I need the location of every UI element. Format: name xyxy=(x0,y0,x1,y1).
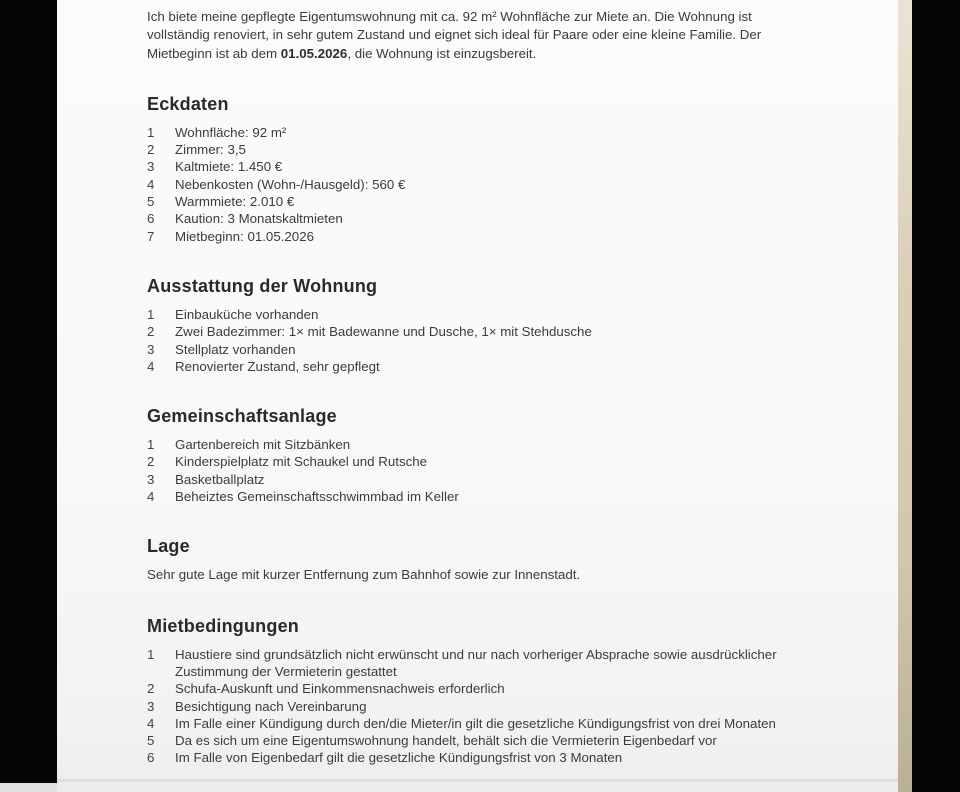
item-text: Beheiztes Gemeinschaftsschwimmbad im Keller xyxy=(175,489,459,505)
list-item xyxy=(147,471,837,488)
section-mietbedingungen xyxy=(147,616,837,767)
section-gemeinschaftsanlage xyxy=(147,406,837,505)
item-number: 7 xyxy=(147,228,155,244)
list-item xyxy=(147,228,837,245)
item-text: Renovierter Zustand, sehr gepflegt xyxy=(175,358,380,374)
section-heading: Lage xyxy=(147,536,190,557)
item-text: Zwei Badezimmer: 1× mit Badewanne und Dusche, 1× mit Stehdusche xyxy=(175,324,592,340)
item-number: 4 xyxy=(147,489,155,505)
item-number: 3 xyxy=(147,698,155,714)
list-item xyxy=(147,436,837,453)
item-text: Gartenbereich mit Sitzbänken xyxy=(175,437,351,453)
item-text: Zimmer: 3,5 xyxy=(175,142,246,158)
item-text: Wohnfläche: 92 m² xyxy=(175,124,287,140)
list-item xyxy=(147,732,837,749)
item-number: 6 xyxy=(147,211,155,227)
list-item xyxy=(147,453,837,470)
section-heading: Mietbedingungen xyxy=(147,615,299,636)
item-number: 2 xyxy=(147,324,155,340)
item-text: Im Falle von Eigenbedarf gilt die gesetzliche Kündigungsfrist von 3 Monaten xyxy=(175,750,623,766)
item-number: 2 xyxy=(147,454,155,470)
list-item xyxy=(147,646,837,681)
item-number: 1 xyxy=(147,437,155,453)
item-text: Warmmiete: 2.010 € xyxy=(175,194,295,210)
list-item xyxy=(147,749,837,766)
mietbedingungen-list xyxy=(147,646,837,767)
item-number: 1 xyxy=(147,306,155,322)
item-text: Besichtigung nach Vereinbarung xyxy=(175,698,367,714)
list-item xyxy=(147,358,837,375)
item-number: 5 xyxy=(147,733,155,749)
item-text: Kaltmiete: 1.450 € xyxy=(175,159,283,175)
item-number: 1 xyxy=(147,124,155,140)
item-text: Mietbeginn: 01.05.2026 xyxy=(175,228,314,244)
list-item xyxy=(147,141,837,158)
section-eckdaten xyxy=(147,94,837,245)
item-number: 3 xyxy=(147,471,155,487)
paper-edge xyxy=(898,0,912,792)
paper-bottom-shadow xyxy=(57,779,898,782)
section-lage xyxy=(147,536,837,584)
item-number: 6 xyxy=(147,750,155,766)
list-item xyxy=(147,193,837,210)
item-number: 2 xyxy=(147,681,155,697)
intro-text-2: , die Wohnung ist einzugsbereit. xyxy=(347,45,537,61)
ausstattung-list xyxy=(147,306,837,375)
intro-paragraph xyxy=(147,8,815,63)
item-text: Kinderspielplatz mit Schaukel und Rutsche xyxy=(175,454,428,470)
item-text: Da es sich um eine Eigentumswohnung handelt, behält sich die Vermieterin Eigenbedarf vor xyxy=(175,733,717,749)
item-number: 5 xyxy=(147,194,155,210)
item-text: Nebenkosten (Wohn-/Hausgeld): 560 € xyxy=(175,176,406,192)
list-item xyxy=(147,341,837,358)
section-heading: Ausstattung der Wohnung xyxy=(147,275,378,296)
intro-text-1: Ich biete meine gepflegte Eigentumswohnung mit ca. 92 m² Wohnfläche zur Miete an. Die Wohnung ist vollständig renoviert, in sehr gutem Zustand und eignet sich ideal für Paare oder eine kleine Familie. Der Mietbeginn ist ab dem xyxy=(147,9,762,61)
move-in-date: 01.05.2026 xyxy=(280,45,348,61)
photo-left-margin xyxy=(0,0,57,783)
section-heading: Gemeinschaftsanlage xyxy=(147,406,337,427)
list-item xyxy=(147,715,837,732)
eckdaten-list xyxy=(147,124,837,245)
item-text: Haustiere sind grundsätzlich nicht erwünscht und nur nach vorheriger Absprache sowie ausdrücklicher Zustimmung der Vermieterin gestattet xyxy=(175,646,777,679)
paper-sheet xyxy=(57,0,898,792)
list-item xyxy=(147,698,837,715)
list-item xyxy=(147,680,837,697)
document-content xyxy=(147,0,837,767)
item-number: 3 xyxy=(147,341,155,357)
item-text: Schufa-Auskunft und Einkommensnachweis erforderlich xyxy=(175,681,505,697)
item-number: 3 xyxy=(147,159,155,175)
item-number: 2 xyxy=(147,142,155,158)
list-item xyxy=(147,306,837,323)
list-item xyxy=(147,158,837,175)
item-number: 1 xyxy=(147,646,155,662)
list-item xyxy=(147,488,837,505)
section-ausstattung xyxy=(147,276,837,375)
list-item xyxy=(147,124,837,141)
item-number: 4 xyxy=(147,715,155,731)
item-text: Im Falle einer Kündigung durch den/die Mieter/in gilt die gesetzliche Kündigungsfrist von drei Monaten xyxy=(175,715,776,731)
lage-paragraph: Sehr gute Lage mit kurzer Entfernung zum Bahnhof sowie zur Innenstadt. xyxy=(147,567,581,583)
photo-bottom-left-corner xyxy=(0,783,57,792)
gemeinschaftsanlage-list xyxy=(147,436,837,505)
list-item xyxy=(147,176,837,193)
item-text: Basketballplatz xyxy=(175,471,265,487)
list-item xyxy=(147,210,837,227)
item-text: Stellplatz vorhanden xyxy=(175,341,296,357)
item-number: 4 xyxy=(147,358,155,374)
list-item xyxy=(147,323,837,340)
item-number: 4 xyxy=(147,176,155,192)
section-heading: Eckdaten xyxy=(147,93,229,114)
item-text: Kaution: 3 Monatskaltmieten xyxy=(175,211,343,227)
item-text: Einbauküche vorhanden xyxy=(175,306,319,322)
photo-right-margin xyxy=(912,0,960,792)
